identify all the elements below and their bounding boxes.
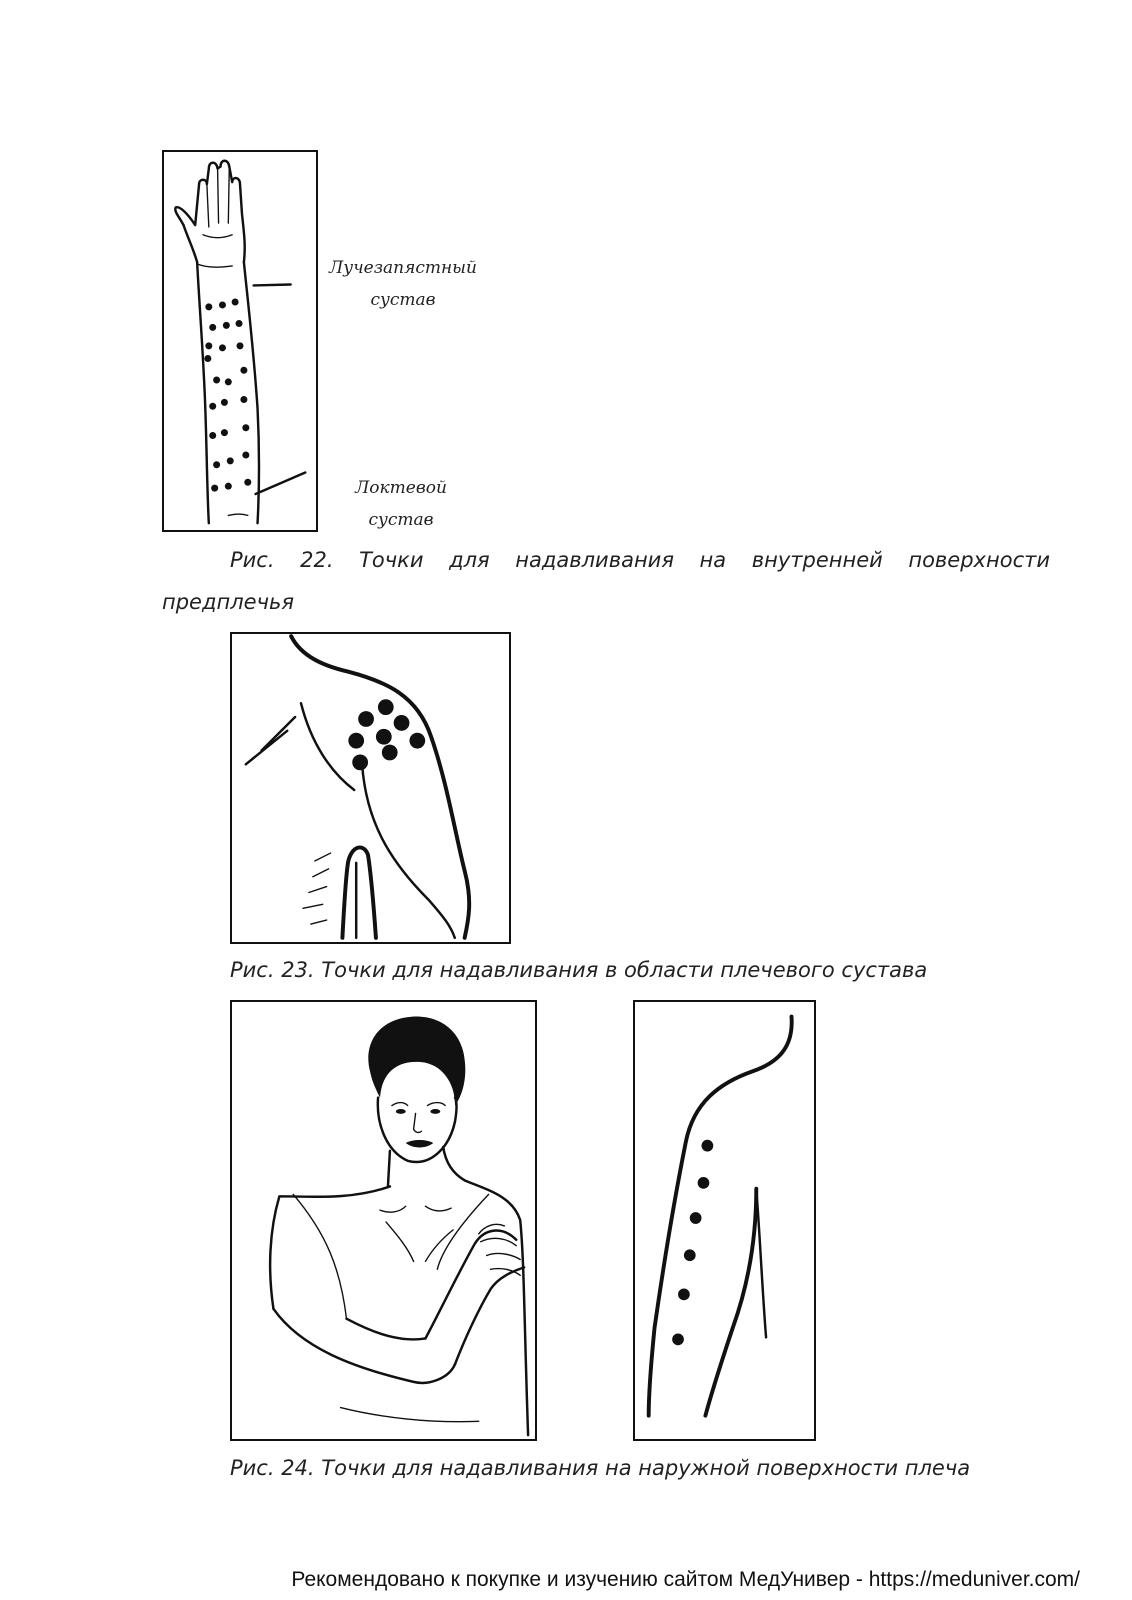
pressure-points-shoulder	[348, 699, 425, 770]
elbow-label-line1: Локтевой	[355, 478, 447, 498]
figure-24-arm	[633, 1000, 816, 1441]
shoulder-illustration	[232, 634, 509, 942]
wrist-label-line1: Лучезапястный	[329, 258, 477, 278]
figure-22-caption-line2: предплечья	[162, 590, 294, 614]
elbow-label-line2: сустав	[368, 510, 434, 530]
wrist-label-line2: сустав	[370, 290, 436, 310]
outer-arm-illustration	[635, 1002, 814, 1439]
figure-23-caption: Рис. 23. Точки для надавливания в области плечевого сустава	[230, 958, 928, 982]
footer-recommendation: Рекомендовано к покупке и изучению сайтом МедУнивер - https://meduniver.com/	[291, 1568, 1080, 1591]
wrist-joint-label	[322, 252, 484, 316]
pressure-points-forearm	[204, 299, 251, 492]
figure-24-caption: Рис. 24. Точки для надавливания на наружной поверхности плеча	[230, 1456, 971, 1480]
forearm-illustration	[164, 152, 316, 530]
figure-23-shoulder	[230, 632, 511, 944]
figure-22-caption-line1: Рис. 22. Точки для надавливания на внутренней поверхности	[230, 548, 1050, 572]
elbow-joint-label	[340, 472, 462, 536]
figure-24-woman	[230, 1000, 537, 1441]
woman-illustration	[232, 1002, 535, 1439]
figure-22-forearm	[162, 150, 318, 532]
